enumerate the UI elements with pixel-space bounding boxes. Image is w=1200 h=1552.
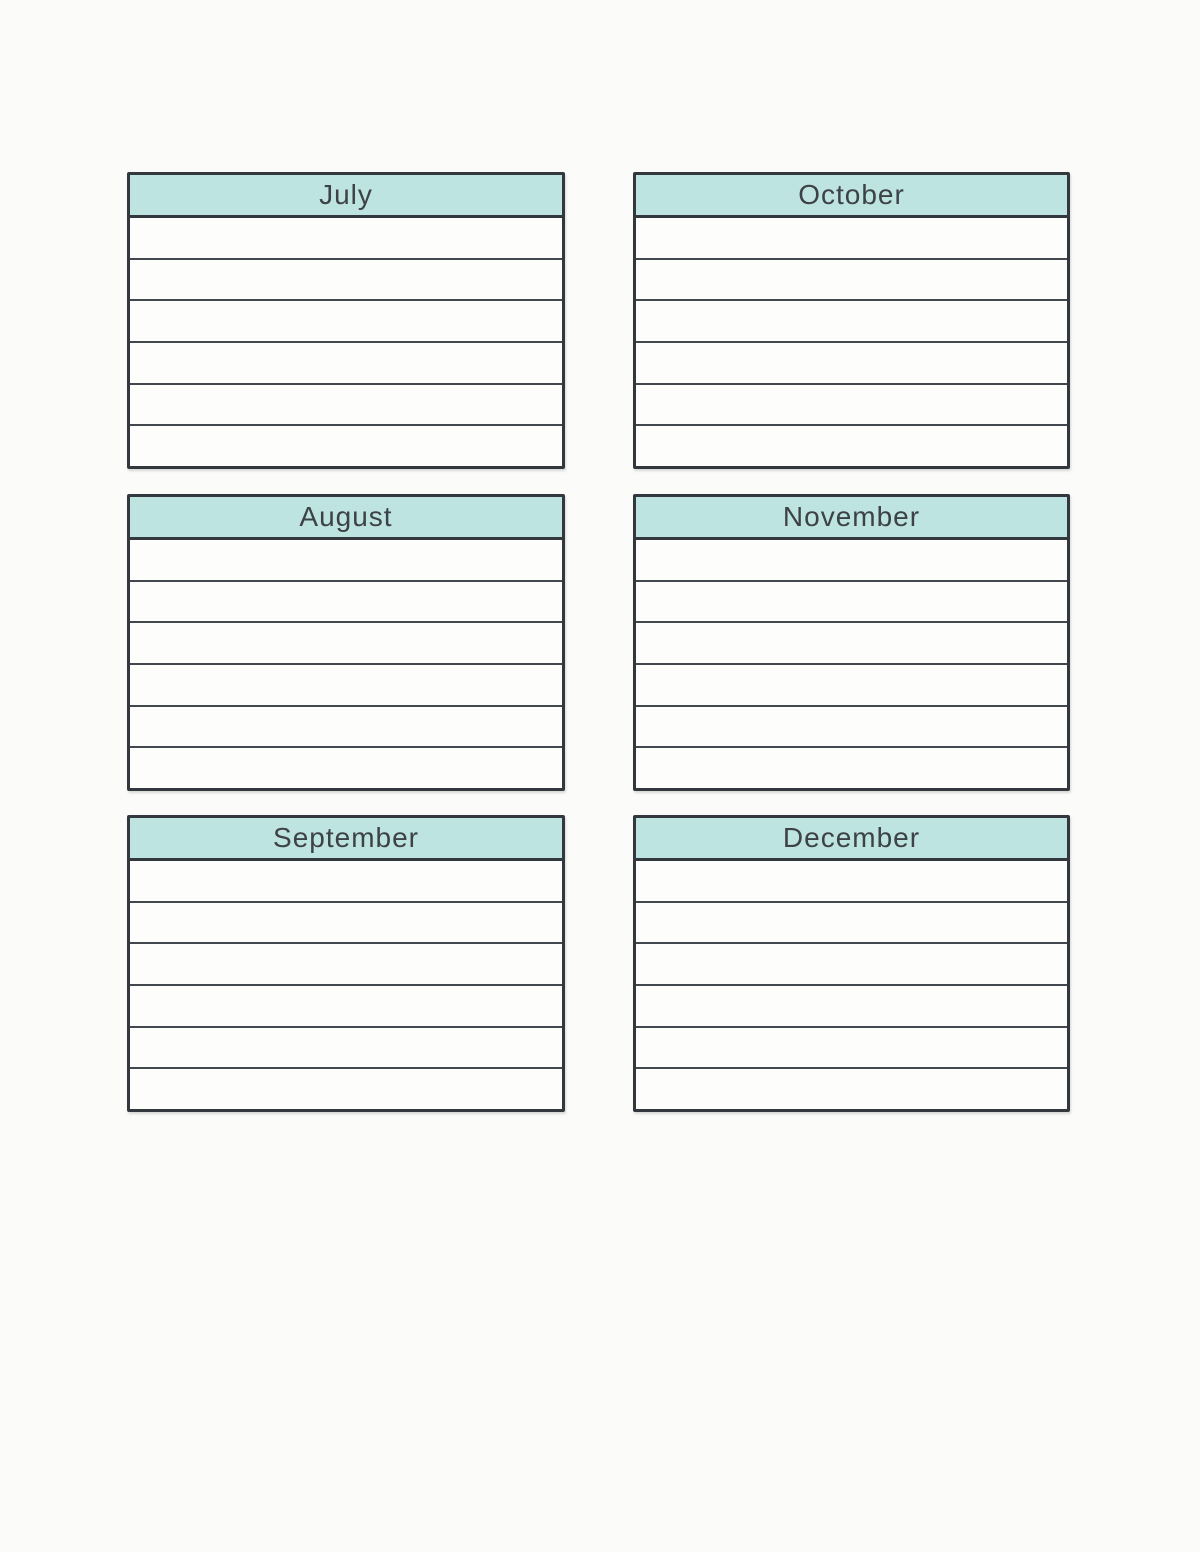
month-header [636,818,1067,861]
month-header [636,497,1067,540]
table-row [636,942,1067,984]
table-row [130,705,562,747]
table-row [130,901,562,943]
month-title: August [299,501,393,532]
table-row [130,746,562,788]
month-table-september [127,815,565,1112]
table-row [130,218,562,258]
table-row [130,942,562,984]
table-row [130,299,562,341]
month-title: July [319,179,373,210]
month-header [130,818,562,861]
table-row [130,984,562,1026]
table-row [636,258,1067,300]
table-row [130,861,562,901]
month-header [636,175,1067,218]
table-row [636,341,1067,383]
table-row [636,299,1067,341]
table-row [636,218,1067,258]
month-table-december [633,815,1070,1112]
month-title: September [273,822,419,853]
table-row [636,580,1067,622]
table-row [130,663,562,705]
month-table-july [127,172,565,469]
table-row [636,540,1067,580]
month-title: November [782,501,921,532]
table-row [130,1026,562,1068]
table-row [636,621,1067,663]
table-row [636,1026,1067,1068]
month-table-november [633,494,1070,791]
month-table-august [127,494,565,791]
table-row [130,580,562,622]
table-row [130,341,562,383]
table-row [636,746,1067,788]
table-row [130,383,562,425]
table-row [636,984,1067,1026]
table-row [130,258,562,300]
table-row [636,901,1067,943]
month-header [130,175,562,218]
month-title: October [798,179,905,210]
table-row [636,1067,1067,1109]
table-row [636,705,1067,747]
table-row [130,540,562,580]
table-row [130,424,562,466]
table-row [130,1067,562,1109]
table-row [636,861,1067,901]
table-row [130,621,562,663]
month-table-october [633,172,1070,469]
table-row [636,383,1067,425]
month-header [130,497,562,540]
table-row [636,663,1067,705]
month-title: December [782,822,921,853]
table-row [636,424,1067,466]
